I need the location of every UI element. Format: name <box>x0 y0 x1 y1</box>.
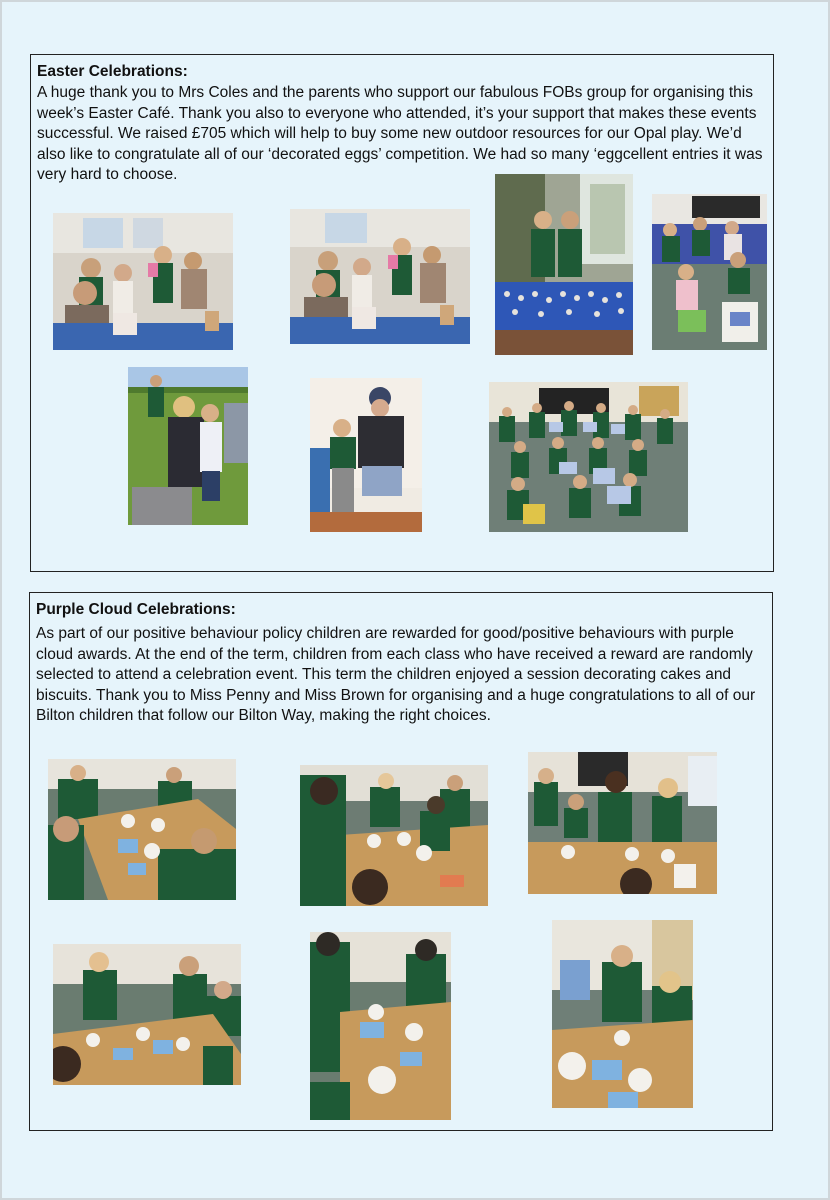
purple-cloud-heading: Purple Cloud Celebrations: <box>36 601 236 618</box>
cake-decorating-photo-1 <box>48 759 236 900</box>
cake-decorating-photo-3 <box>528 752 717 894</box>
cake-decorating-photo-2 <box>300 765 488 906</box>
cake-decorating-photo-5 <box>310 932 451 1120</box>
cake-decorating-photo-6 <box>552 920 693 1108</box>
cake-decorating-photo-4 <box>53 944 241 1085</box>
easter-outdoor-photo <box>128 367 248 525</box>
easter-cafe-photo-1 <box>53 213 233 350</box>
easter-body: A huge thank you to Mrs Coles and the parents who support our fabulous FOBs group for organising this week’s Easter Café. Thank you also to everyone who attended, it’s your support that makes these events successful. We raised £705 which will help to buy some new outdoor resources for our Opal play. We’d also like to congratulate all of our ‘decorated eggs’ competition. We had so many ‘eggcellent entries it was very hard to choose. <box>37 84 763 183</box>
easter-cafe-photo-2 <box>290 209 470 344</box>
easter-eggs-table-photo <box>495 174 633 355</box>
purple-cloud-body: As part of our positive behaviour policy children are rewarded for good/positive behaviours with purple cloud awards. At the end of the term, children from each class who have received a reward are randomly selected to attend a celebration event. This term the children enjoyed a session decorating cakes and biscuits. Thank you to Miss Penny and Miss Brown for organising and a huge congratulations to all of our Bilton children that follow our Bilton Way, making the right choices. <box>36 625 756 724</box>
easter-visitor-photo <box>310 378 422 532</box>
easter-classroom-photo <box>652 194 767 350</box>
easter-heading: Easter Celebrations: <box>37 63 188 80</box>
easter-eggs-class-photo <box>489 382 688 532</box>
